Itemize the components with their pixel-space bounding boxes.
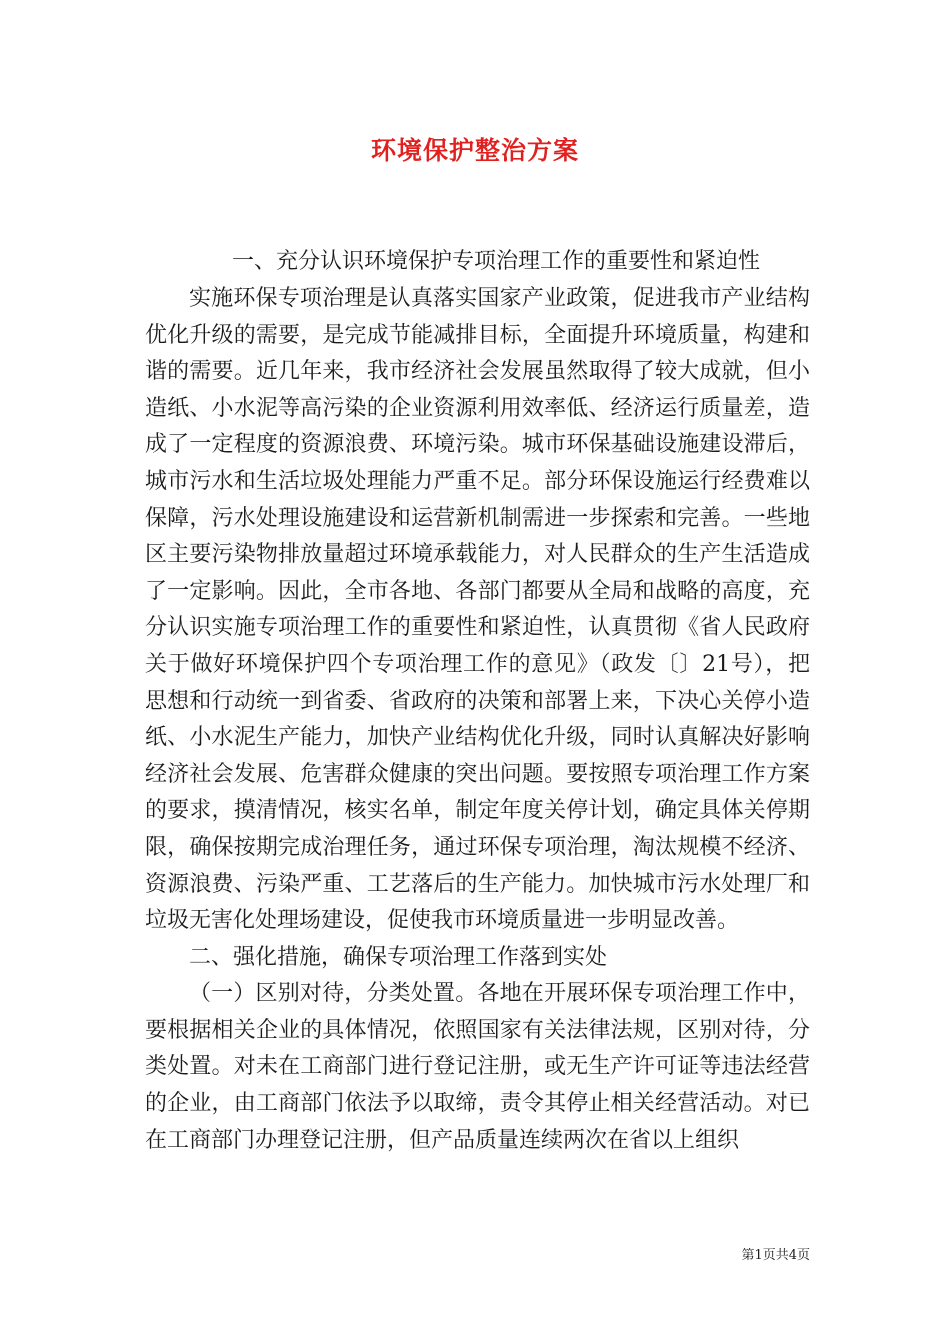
page-title: 环境保护整治方案	[370, 136, 579, 165]
paragraph-1: 实施环保专项治理是认真落实国家产业政策，促进我市产业结构优化升级的需要，是完成节能减排目标，全面提升环境质量，构建和谐的需要。近几年来，我市经济社会发展虽然取得了较大成就，但小造纸、小水泥等高污染的企业资源利用效率低、经济运行质量差，造成了一定程度的资源浪费、环境污染。城市环保基础设施建设滞后，城市污水和生活垃圾处理能力严重不足。部分环保设施运行经费难以保障，污水处理设施建设和运营新机制需进一步探索和完善。一些地区主要污染物排放量超过环境承载能力，对人民群众的生产生活造成了一定影响。因此，全市各地、各部门都要从全局和战略的高度，充分认识实施专项治理工作的重要性和紧迫性，认真贯彻《省人民政府关于做好环境保护四个专项治理工作的意见》（政发〔〕21号），把思想和行动统一到省委、省政府的决策和部署上来，下决心关停小造纸、小水泥生产能力，加快产业结构优化升级，同时认真解决好影响经济社会发展、危害群众健康的突出问题。要按照专项治理工作方案的要求，摸清情况，核实名单，制定年度关停计划，确定具体关停期限，确保按期完成治理任务，通过环保专项治理，淘汰规模不经济、资源浪费、污染严重、工艺落后的生产能力。加快城市污水处理厂和垃圾无害化处理场建设，促使我市环境质量进一步明显改善。	[145, 286, 810, 934]
page-number: 第1页共4页	[741, 1248, 810, 1263]
section-heading-2: 二、强化措施，确保专项治理工作落到实处	[189, 944, 608, 970]
paragraph-2: （一）区别对待，分类处置。各地在开展环保专项治理工作中，要根据相关企业的具体情况，依照国家有关法律法规，区别对待，分类处置。对未在工商部门进行登记注册，或无生产许可证等违法经营的企业，由工商部门依法予以取缔，责令其停止相关经营活动。对已在工商部门办理登记注册，但产品质量连续两次在省以上组织	[145, 981, 810, 1153]
document-body	[145, 281, 810, 1159]
section-heading-1: 一、充分认识环境保护专项治理工作的重要性和紧迫性	[232, 249, 761, 274]
